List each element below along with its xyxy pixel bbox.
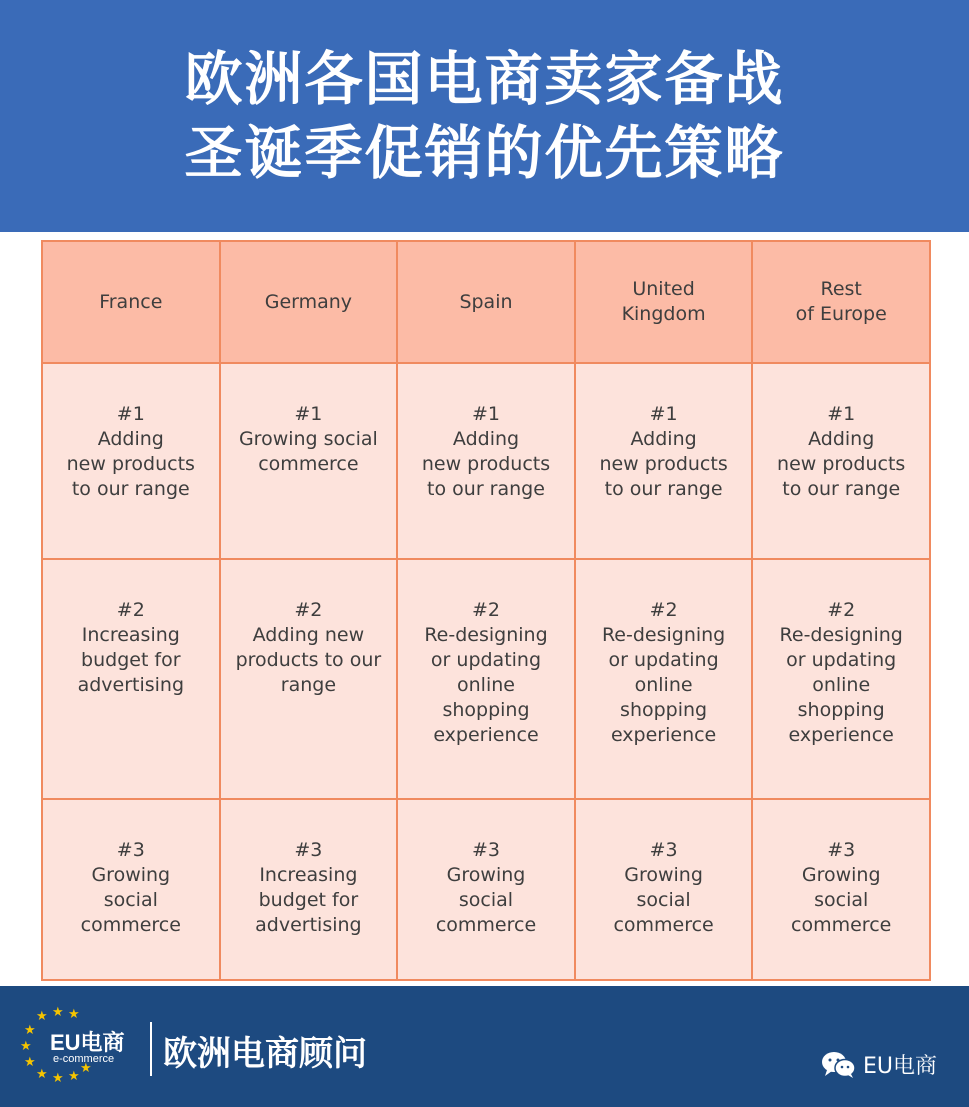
- star-icon: ★: [24, 1055, 36, 1070]
- table-cell: #3 Growing social commerce: [576, 800, 752, 979]
- eu-ecommerce-logo: [20, 1006, 140, 1084]
- star-icon: ★: [80, 1061, 92, 1076]
- table-cell: #2 Re-designing or updating online shopping experience: [753, 560, 929, 798]
- star-icon: ★: [36, 1009, 48, 1024]
- star-icon: ★: [68, 1069, 80, 1084]
- wechat-icon: [821, 1051, 857, 1079]
- column-header-germany: Germany: [221, 242, 397, 362]
- column-header-uk: United Kingdom: [576, 242, 752, 362]
- wechat-account: [821, 1049, 937, 1080]
- title-line-1: 欧洲各国电商卖家备战: [184, 45, 785, 113]
- title-line-2: 圣诞季促销的优先策略: [184, 119, 785, 187]
- brand-name: 欧洲电商顾问: [163, 1034, 367, 1074]
- star-icon: ★: [68, 1007, 80, 1022]
- logo-main-text: EU电商: [50, 1030, 125, 1055]
- star-icon: ★: [52, 1071, 64, 1086]
- footer-bar: [0, 986, 969, 1107]
- table-cell: #2 Increasing budget for advertising: [43, 560, 219, 798]
- strategy-table: [41, 240, 931, 981]
- table-cell: #2 Re-designing or updating online shopping experience: [398, 560, 574, 798]
- table-cell: #1 Adding new products to our range: [43, 364, 219, 558]
- column-header-france: France: [43, 242, 219, 362]
- table-cell: #3 Growing social commerce: [753, 800, 929, 979]
- star-icon: ★: [52, 1005, 64, 1020]
- logo-sub-text: e-commerce: [53, 1053, 115, 1065]
- table-cell: #3 Increasing budget for advertising: [221, 800, 397, 979]
- table-cell: #2 Re-designing or updating online shopping experience: [576, 560, 752, 798]
- table-cell: #1 Growing social commerce: [221, 364, 397, 558]
- star-icon: ★: [20, 1039, 32, 1054]
- star-icon: ★: [36, 1067, 48, 1082]
- table-cell: #1 Adding new products to our range: [398, 364, 574, 558]
- table-cell: #3 Growing social commerce: [43, 800, 219, 979]
- table-cell: #1 Adding new products to our range: [753, 364, 929, 558]
- column-header-rest-of-europe: Rest of Europe: [753, 242, 929, 362]
- star-icon: ★: [24, 1023, 36, 1038]
- footer-divider: [150, 1022, 152, 1076]
- column-header-spain: Spain: [398, 242, 574, 362]
- wechat-label: EU电商: [862, 1054, 937, 1079]
- table-cell: #1 Adding new products to our range: [576, 364, 752, 558]
- table-cell: #3 Growing social commerce: [398, 800, 574, 979]
- table-cell: #2 Adding new products to our range: [221, 560, 397, 798]
- header-banner: [0, 0, 969, 232]
